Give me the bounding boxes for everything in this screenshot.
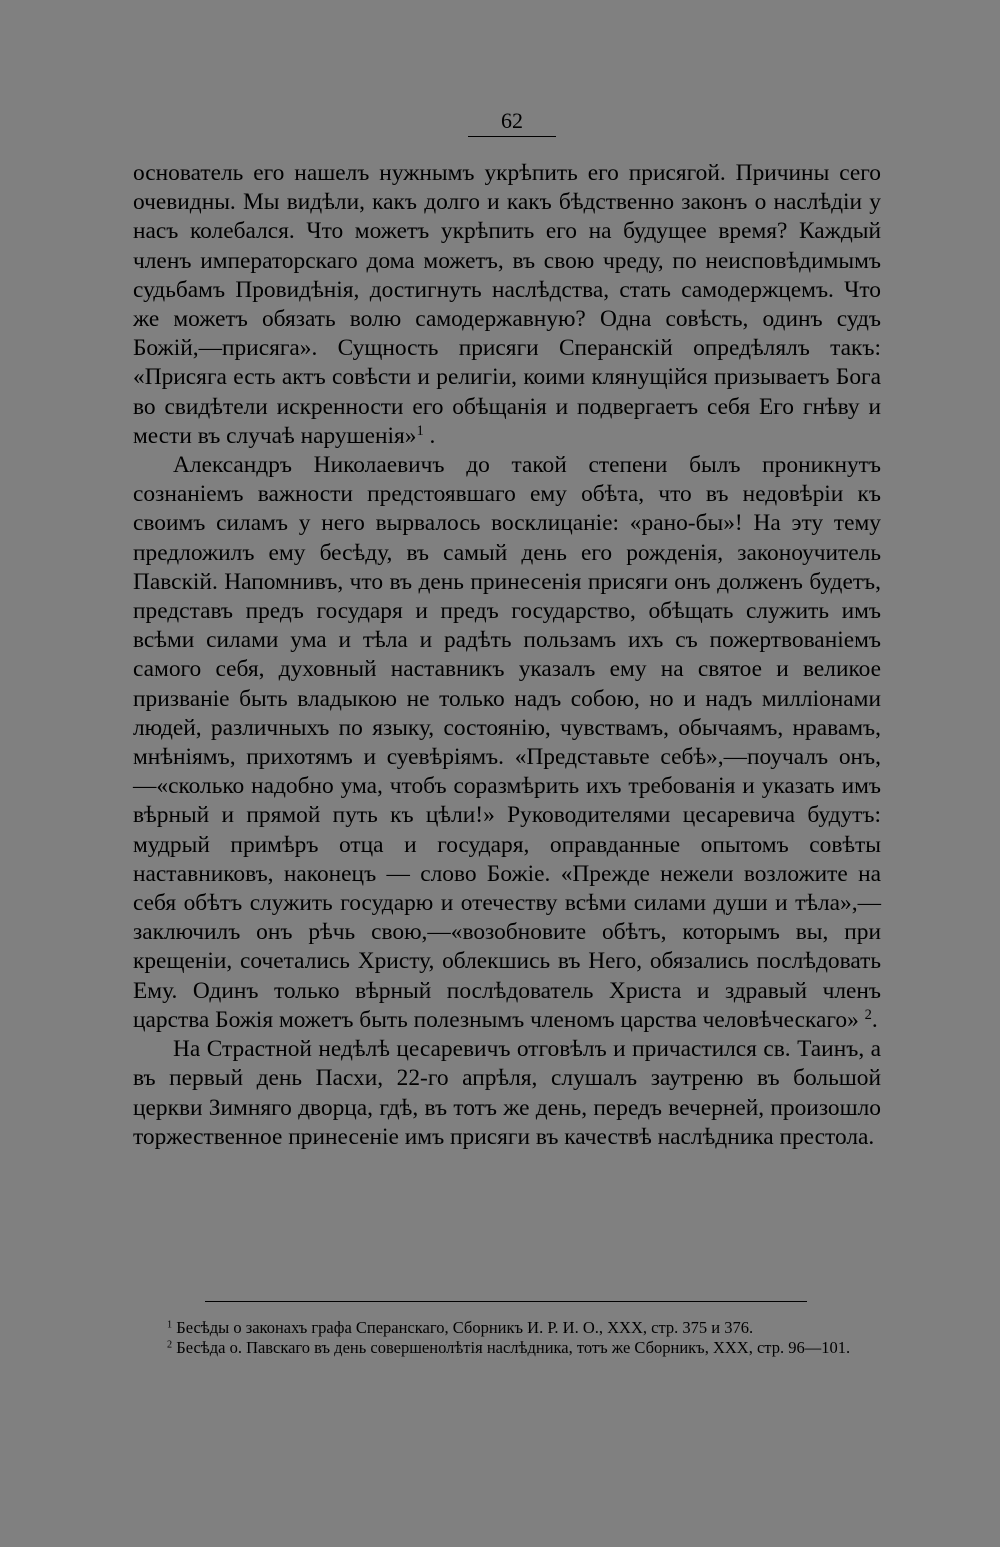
footnote-separator — [205, 1301, 807, 1302]
footnote-2-text: Бесѣда о. Павскаго въ день совершенолѣтія наслѣдника, тотъ же Сборникъ, XXX, стр. 96—101. — [172, 1337, 851, 1357]
paragraph-2-tail: . — [871, 1006, 878, 1033]
page-number: 62 — [501, 108, 523, 133]
footnote-1 — [133, 1318, 881, 1338]
paragraph-1 — [133, 159, 881, 451]
page-number-rule — [468, 136, 556, 137]
paragraph-3-text: На Страстной недѣлѣ цесаревичъ отговѣлъ и причастился св. Таинъ, а въ первый день Пасхи, 22-го апрѣля, слушалъ заутреню въ большой церкви Зимняго дворца, гдѣ, въ тотъ же день, передъ вечерней, произошло торжественное принесеніе имъ присяги въ качествѣ наслѣдника престола. — [133, 1036, 881, 1150]
footnotes — [133, 1318, 881, 1358]
paragraph-2-text: Александръ Николаевичъ до такой степени былъ проникнутъ сознаніемъ важности предстоявшаго ему обѣта, что въ недовѣріи къ своимъ силамъ у него вырвалось восклицаніе: «рано-бы»! На эту тему предложилъ ему бесѣду, въ самый день его рожденія, законоучитель Павскій. Напомнивъ, что въ день принесенія присяги онъ долженъ будетъ, представъ предъ государя и предъ государство, обѣщать служить имъ всѣми силами ума и тѣла и радѣть пользамъ ихъ съ пожертвованіемъ самого себя, духовный наставникъ указалъ ему на святое и великое призваніе быть владыкою не только надъ собою, но и надъ милліонами людей, различныхъ по языку, состоянію, чувствамъ, обычаямъ, нравамъ, мнѣніямъ, прихотямъ и суевѣріямъ. «Представьте себѣ»,—поучалъ онъ,—«сколько надобно ума, чтобъ соразмѣрить ихъ требованія и указать имъ вѣрный и прямой путь къ цѣли!» Руководителями цесаревича будутъ: мудрый примѣръ отца и государя, оправданные опытомъ совѣты наставниковъ, наконецъ — слово Божіе. «Прежде нежели возложите на себя обѣтъ служить государю и отечеству всѣми силами души и тѣла»,—заключилъ онъ рѣчь свою,—«возобновите обѣтъ, которымъ вы, при крещеніи, сочетались Христу, облекшись въ Него, обязались послѣдовать Ему. Одинъ только вѣрный послѣдователь Христа и здравый членъ царства Божія можетъ быть полезнымъ членомъ царства человѣческаго» — [133, 452, 881, 1033]
paragraph-1-tail: . — [423, 422, 436, 449]
paragraph-1-text: основатель его нашелъ нужнымъ укрѣпить его присягой. Причины сего очевидны. Мы видѣли, какъ долго и какъ бѣдственно законъ о наслѣдіи у насъ колебался. Что можетъ укрѣпить его на будущее время? Каждый членъ императорскаго дома можетъ, въ свою чреду, по неисповѣдимымъ судьбамъ Провидѣнія, достигнуть наслѣдства, стать самодержцемъ. Что же можетъ обязать волю самодержавную? Одна совѣсть, одинъ судъ Божій,—присяга». Сущность присяги Сперанскій опредѣлялъ такъ: «Присяга есть актъ совѣсти и религіи, коими клянущійся призываетъ Бога во свидѣтели искренности его обѣщанія и подвергаетъ себя Его гнѣву и мести въ случаѣ нарушенія» — [133, 160, 881, 449]
paragraph-3 — [133, 1035, 881, 1152]
footnote-1-mark: 1 — [167, 1319, 173, 1331]
paragraph-2 — [133, 451, 881, 1035]
footnote-ref-2: 2 — [864, 1006, 872, 1023]
body-text — [133, 159, 881, 1152]
footnote-1-text: Бесѣды о законахъ графа Сперанскаго, Сборникъ И. Р. И. О., XXX, стр. 375 и 376. — [172, 1318, 754, 1337]
footnote-2 — [133, 1338, 881, 1358]
footnote-2-mark: 2 — [167, 1339, 173, 1351]
footnote-ref-1: 1 — [416, 422, 424, 439]
